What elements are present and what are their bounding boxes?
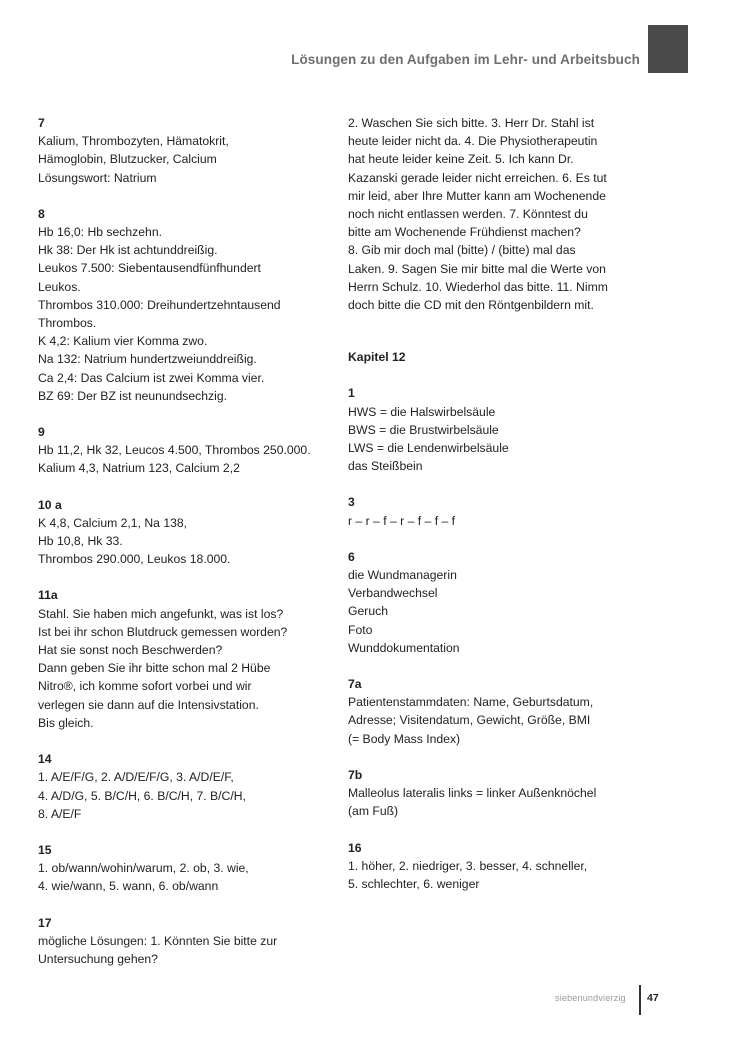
answer-line: Geruch — [348, 604, 388, 619]
answer-line: Na 132: Natrium hundertzweiunddreißig. — [38, 352, 257, 367]
exercise-number: 7a — [348, 677, 362, 692]
answer-line: Patientenstammdaten: Name, Geburtsdatum, — [348, 695, 594, 710]
exercise-number: 16 — [348, 840, 362, 855]
answer-line: Hb 11,2, Hk 32, Leucos 4.500, Thrombos 250.000. — [38, 443, 311, 458]
answer-line: BWS = die Brustwirbelsäule — [348, 422, 499, 437]
page-number-word: siebenundvierzig — [555, 993, 626, 1003]
exercise-number: 11a — [38, 588, 58, 603]
answer-section — [38, 914, 338, 969]
answer-section — [348, 675, 648, 748]
right-column — [348, 114, 648, 911]
answer-line: 1. ob/wann/wohin/warum, 2. ob, 3. wie, — [38, 861, 249, 876]
continued-solution-text — [348, 114, 648, 314]
answer-line: Kazanski gerade leider nicht erreichen. 6. Es tut — [348, 170, 607, 185]
answer-line: mögliche Lösungen: 1. Könnten Sie bitte zur — [38, 933, 278, 948]
answer-section — [38, 114, 338, 187]
answer-line: Laken. 9. Sagen Sie mir bitte mal die Werte von — [348, 261, 606, 276]
page-number: 47 — [647, 992, 659, 1004]
answer-line: heute leider nicht da. 4. Die Physiotherapeutin — [348, 134, 598, 149]
answer-line: LWS = die Lendenwirbelsäule — [348, 441, 509, 456]
left-column — [38, 114, 338, 986]
answer-line: mir leid, aber Ihre Mutter kann am Wochenende — [348, 188, 606, 203]
answer-line: Foto — [348, 622, 373, 637]
answer-line: Hb 16,0: Hb sechzehn. — [38, 225, 162, 240]
chapter-heading: Kapitel 12 — [348, 350, 406, 365]
answer-line: 8. Gib mir doch mal (bitte) / (bitte) mal das — [348, 243, 576, 258]
answer-line: 4. A/D/G, 5. B/C/H, 6. B/C/H, 7. B/C/H, — [38, 788, 246, 803]
exercise-number: 1 — [348, 386, 355, 401]
header-color-block — [648, 25, 688, 73]
answer-line: die Wundmanagerin — [348, 568, 457, 583]
footer-divider — [639, 985, 641, 1015]
answer-line: Kalium 4,3, Natrium 123, Calcium 2,2 — [38, 461, 240, 476]
answer-line: Thrombos. — [38, 316, 97, 331]
answer-section — [348, 548, 648, 657]
answer-line: Leukos 7.500: Siebentausendfünfhundert — [38, 261, 261, 276]
exercise-number: 6 — [348, 549, 355, 564]
answer-line: Hk 38: Der Hk ist achtunddreißig. — [38, 243, 218, 258]
answer-line: 8. A/E/F — [38, 806, 82, 821]
answer-line: Lösungswort: Natrium — [38, 170, 157, 185]
answer-line: Kalium, Thrombozyten, Hämatokrit, — [38, 134, 229, 149]
answer-line: Verbandwechsel — [348, 586, 438, 601]
answer-section — [38, 750, 338, 823]
answer-line: Adresse; Visitendatum, Gewicht, Größe, BMI — [348, 713, 591, 728]
answer-line: K 4,8, Calcium 2,1, Na 138, — [38, 515, 188, 530]
answer-line: Ist bei ihr schon Blutdruck gemessen worden? — [38, 624, 288, 639]
exercise-number: 3 — [348, 495, 355, 510]
answer-line: Ca 2,4: Das Calcium ist zwei Komma vier. — [38, 370, 265, 385]
answer-line: Leukos. — [38, 279, 81, 294]
chapter-12-sections — [348, 384, 648, 893]
answer-line: Hat sie sonst noch Beschwerden? — [38, 643, 223, 658]
answer-line: Hämoglobin, Blutzucker, Calcium — [38, 152, 217, 167]
answer-line: doch bitte die CD mit den Röntgenbildern mit. — [348, 298, 594, 313]
answer-section — [348, 839, 648, 894]
answer-section — [348, 493, 648, 529]
answer-line: Malleolus lateralis links = linker Außenknöchel — [348, 786, 597, 801]
answer-section — [38, 586, 338, 732]
answer-line: 5. schlechter, 6. weniger — [348, 876, 480, 891]
answer-line: (am Fuß) — [348, 804, 399, 819]
answer-line: verlegen sie dann auf die Intensivstation. — [38, 697, 259, 712]
answer-line: (= Body Mass Index) — [348, 731, 461, 746]
exercise-number: 10 a — [38, 497, 62, 512]
answer-line: Thrombos 290.000, Leukos 18.000. — [38, 552, 231, 567]
answer-line: hat heute leider keine Zeit. 5. Ich kann Dr. — [348, 152, 574, 167]
answer-line: Dann geben Sie ihr bitte schon mal 2 Hübe — [38, 661, 271, 676]
exercise-number: 14 — [38, 752, 52, 767]
answer-line: Bis gleich. — [38, 715, 94, 730]
answer-section — [38, 205, 338, 405]
exercise-number: 7 — [38, 116, 45, 130]
answer-section — [38, 423, 338, 478]
exercise-number: 15 — [38, 842, 52, 857]
exercise-number: 8 — [38, 206, 45, 221]
answer-section — [348, 766, 648, 821]
answer-line: bitte am Wochenende Frühdienst machen? — [348, 225, 581, 240]
answer-line: K 4,2: Kalium vier Komma zwo. — [38, 334, 208, 349]
answer-line: Thrombos 310.000: Dreihundertzehntausend — [38, 297, 281, 312]
answer-line: 4. wie/wann, 5. wann, 6. ob/wann — [38, 879, 219, 894]
answer-line: 1. höher, 2. niedriger, 3. besser, 4. schneller, — [348, 858, 588, 873]
answer-line: Herrn Schulz. 10. Wiederhol das bitte. 11. Nimm — [348, 279, 608, 294]
answer-section — [38, 496, 338, 569]
answer-line: HWS = die Halswirbelsäule — [348, 404, 496, 419]
answer-line: 1. A/E/F/G, 2. A/D/E/F/G, 3. A/D/E/F, — [38, 770, 234, 785]
exercise-number: 9 — [38, 425, 45, 440]
page-header-title: Lösungen zu den Aufgaben im Lehr- und Arbeitsbuch — [291, 52, 640, 67]
answer-section — [348, 384, 648, 475]
answer-line: Stahl. Sie haben mich angefunkt, was ist los? — [38, 606, 284, 621]
answer-line: r – r – f – r – f – f – f — [348, 513, 456, 528]
answer-section — [38, 841, 338, 896]
answer-line: Hb 10,8, Hk 33. — [38, 534, 123, 549]
exercise-number: 7b — [348, 767, 363, 782]
answer-line: BZ 69: Der BZ ist neunundsechzig. — [38, 388, 228, 403]
exercise-number: 17 — [38, 915, 52, 930]
answer-line: das Steißbein — [348, 459, 423, 474]
answer-line: Wunddokumentation — [348, 640, 460, 655]
answer-line: Nitro®, ich komme sofort vorbei und wir — [38, 679, 252, 694]
answer-line: Untersuchung gehen? — [38, 951, 158, 966]
answer-line: 2. Waschen Sie sich bitte. 3. Herr Dr. Stahl ist — [348, 116, 595, 130]
answer-line: noch nicht entlassen werden. 7. Könntest du — [348, 207, 588, 222]
